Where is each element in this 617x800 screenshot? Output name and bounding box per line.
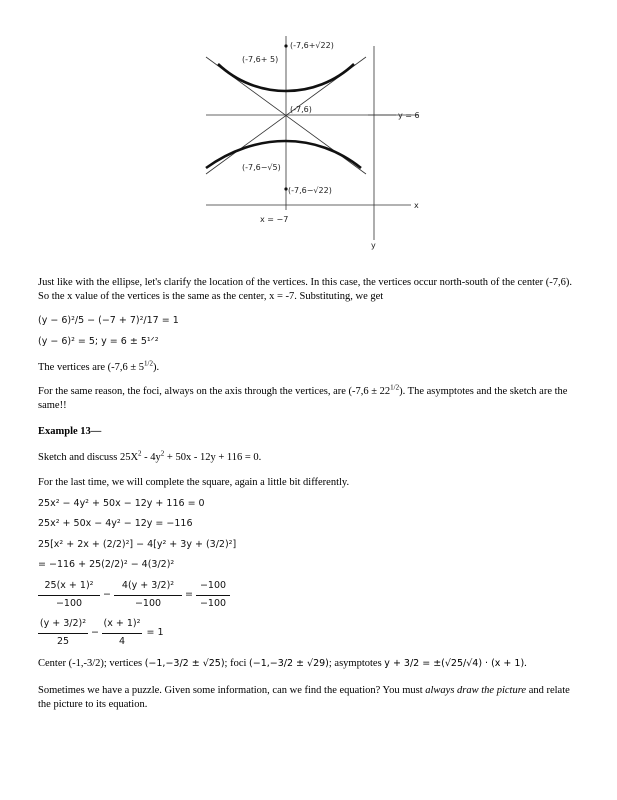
label-y-axis: y xyxy=(371,241,376,250)
label-bottom-focus: (-7,6−√22) xyxy=(288,186,332,195)
f2-numerator-2: (x + 1)² xyxy=(103,618,141,629)
f2-minus: − xyxy=(91,627,99,638)
equation-substitution: (y − 6)²/5 − (−7 + 7)²/17 = 1 xyxy=(38,315,179,326)
hyperbola-sketch xyxy=(196,32,426,250)
paragraph-puzzle: Sometimes we have a puzzle. Given some information, can we find the equation? You must always draw the picture and relate the picture to its equation. xyxy=(38,685,570,710)
f2-numerator-1: (y + 3/2)² xyxy=(39,618,87,629)
f1-numerator-2: 4(y + 3/2)² xyxy=(121,580,175,591)
paragraph-vertices-intro: Just like with the ellipse, let's clarify the location of the vertices. In this case, the vertices occur north-south of the center (-7,6). So the x value of the vertices is the same as the center, x = -7. Substituting, we get xyxy=(38,277,573,302)
paragraph-sketch-discuss: Sketch and discuss $25X^2 - 4y^2 + 50x - 12y + 116 = 0$. xyxy=(38,449,262,463)
label-y6: y = 6 xyxy=(398,111,420,120)
f2-bar-2 xyxy=(102,633,142,634)
f2-bar-1 xyxy=(38,633,88,634)
f2-denominator-2: 4 xyxy=(118,636,126,647)
step-2: 25x² + 50x − 4y² − 12y = −116 xyxy=(38,518,193,529)
f1-bar-1 xyxy=(38,595,100,596)
f1-numerator-1: 25(x + 1)² xyxy=(44,580,94,591)
paragraph-center-vertices-foci: Center (-1,-3/2); vertices (−1,−3/2 ± √25); foci (−1,−3/2 ± √29); asymptotes y + 3/2 = ±(√25/√4) · (x + 1). xyxy=(38,658,527,669)
f1-minus: − xyxy=(103,589,111,600)
lower-branch xyxy=(206,141,361,168)
equation-solve-y: (y − 6)² = 5; y = 6 ± 5¹ᐟ² xyxy=(38,336,159,347)
step-3: 25[x² + 2x + (2/2)²] − 4[y² + 3y + (3/2)²] xyxy=(38,539,237,550)
f1-equals: = xyxy=(185,589,193,600)
label-top-focus: (-7,6+√22) xyxy=(290,41,334,50)
paragraph-foci: For the same reason, the foci, always on the axis through the vertices, are $(-7,6 \pm 22^{1/2})$. The asymptotes and the sketch are the same!! xyxy=(38,383,568,411)
label-center: (-7,6) xyxy=(290,105,312,114)
f1-denominator-2: −100 xyxy=(134,598,162,609)
top-focus-point xyxy=(284,44,287,47)
label-top-vertex: (-7,6+ 5) xyxy=(242,55,279,64)
f2-equals-one: = 1 xyxy=(146,627,164,638)
f1-numerator-3: −100 xyxy=(199,580,227,591)
f1-denominator-3: −100 xyxy=(199,598,227,609)
example-heading: Example 13— xyxy=(38,426,102,437)
paragraph-vertices: The vertices are $(-7,6 \pm 5^{1/2})$. xyxy=(38,359,160,373)
f1-denominator-1: −100 xyxy=(55,598,83,609)
label-bottom-vertex: (-7,6−√5) xyxy=(242,163,281,172)
paragraph-complete-square: For the last time, we will complete the square, again a little bit differently. xyxy=(38,477,350,488)
step-1: 25x² − 4y² + 50x − 12y + 116 = 0 xyxy=(38,498,205,509)
f1-bar-2 xyxy=(114,595,182,596)
label-x-minus7: x = −7 xyxy=(260,215,289,224)
f2-denominator-1: 25 xyxy=(56,636,70,647)
step-4: = −116 + 25(2/2)² − 4(3/2)² xyxy=(38,559,175,570)
label-x-axis: x xyxy=(414,201,419,210)
f1-bar-3 xyxy=(196,595,230,596)
